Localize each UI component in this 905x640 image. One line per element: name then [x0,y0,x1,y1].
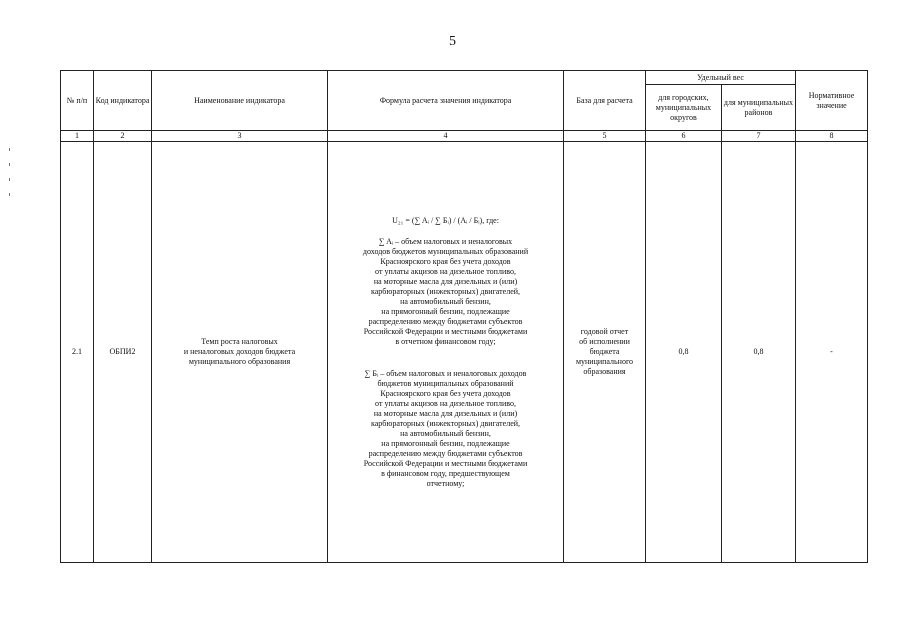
formula-b-line: на прямогонный бензин, подлежащие [381,438,510,448]
header-weight-urban: для городских, муниципальных округов [646,85,722,131]
formula-a-line: ∑ Aᵢ – объем налоговых и неналоговых [378,236,513,246]
formula-b-line: Красноярского края без учета доходов [380,388,511,398]
formula-b-line: отчетному; [426,478,465,488]
header-normative: Нормативное значение [796,71,868,131]
column-number: 4 [328,131,564,142]
scan-artifact-marks [9,148,11,208]
header-weight-district: для муниципальных районов [722,85,796,131]
formula-b-line: ∑ Бᵢ – объем налоговых и неналоговых доходов [364,368,527,378]
row-name-line: муниципального образования [188,357,291,366]
row-name [152,142,328,563]
row-formula [328,142,564,563]
formula-b-line: бюджетов муниципальных образований [377,378,514,388]
column-number: 8 [796,131,868,142]
formula-a-line: на моторные масла для дизельных и (или) [373,276,518,286]
header-formula: Формула расчета значения индикатора [328,71,564,131]
formula-b-line: на моторные масла для дизельных и (или) [373,408,518,418]
header-code: Код индикатора [94,71,152,131]
formula-b-line: карбюраторных (инжекторных) двигателей, [370,418,521,428]
row-weight-urban: 0,8 [646,142,722,563]
row-weight-district: 0,8 [722,142,796,563]
header-base: База для расчета [564,71,646,131]
formula-b-line: Российской Федерации и местными бюджетами [363,458,528,468]
row-base-line: годовой отчет [580,327,629,336]
table-row [61,142,868,563]
header-name: Наименование индикатора [152,71,328,131]
header-row [61,71,868,85]
column-number: 1 [61,131,94,142]
column-number: 6 [646,131,722,142]
formula-a-line: от уплаты акцизов на дизельное топливо, [375,266,516,276]
formula-a-line: на прямогонный бензин, подлежащие [381,306,510,316]
header-num: № п/п [61,71,94,131]
row-name-line: Темп роста налоговых [201,337,278,346]
formula-a-line: Красноярского края без учета доходов [380,256,511,266]
column-number: 3 [152,131,328,142]
formula-a-line: Российской Федерации и местными бюджетами [363,326,528,336]
row-normative: - [796,142,868,563]
formula-a-line: карбюраторных (инжекторных) двигателей, [370,286,521,296]
formula-a-line: в отчетном финансовом году; [395,336,496,346]
page-number: 5 [449,34,456,49]
indicator-table [60,70,868,563]
formula-a-line: на автомобильный бензин, [400,296,491,306]
row-base-line: бюджета [589,347,620,356]
formula-b-line: в финансовом году, предшествующем [381,468,510,478]
column-number-row [61,131,868,142]
column-number: 7 [722,131,796,142]
formula-a-line: доходов бюджетов муниципальных образований [362,246,529,256]
row-name-line: и неналоговых доходов бюджета [183,347,296,356]
formula-b-line: от уплаты акцизов на дизельное топливо, [375,398,516,408]
row-code: ОБПИ2 [94,142,152,563]
formula-a-line: распределению между бюджетами субъектов [368,316,523,326]
formula-b-line: на автомобильный бензин, [400,428,491,438]
column-number: 5 [564,131,646,142]
column-number: 2 [94,131,152,142]
formula-b-line: распределению между бюджетами субъектов [368,448,523,458]
row-base-line: об исполнении [579,337,630,346]
row-base [564,142,646,563]
row-base-line: муниципального [575,357,634,366]
row-base-line: образования [583,367,626,376]
row-num: 2.1 [61,142,94,563]
formula-head: U₂₁ = (∑ Aᵢ / ∑ Бᵢ) / (Aᵢ / Бᵢ), где: [392,215,499,225]
header-weight-group: Удельный вес [646,71,796,85]
